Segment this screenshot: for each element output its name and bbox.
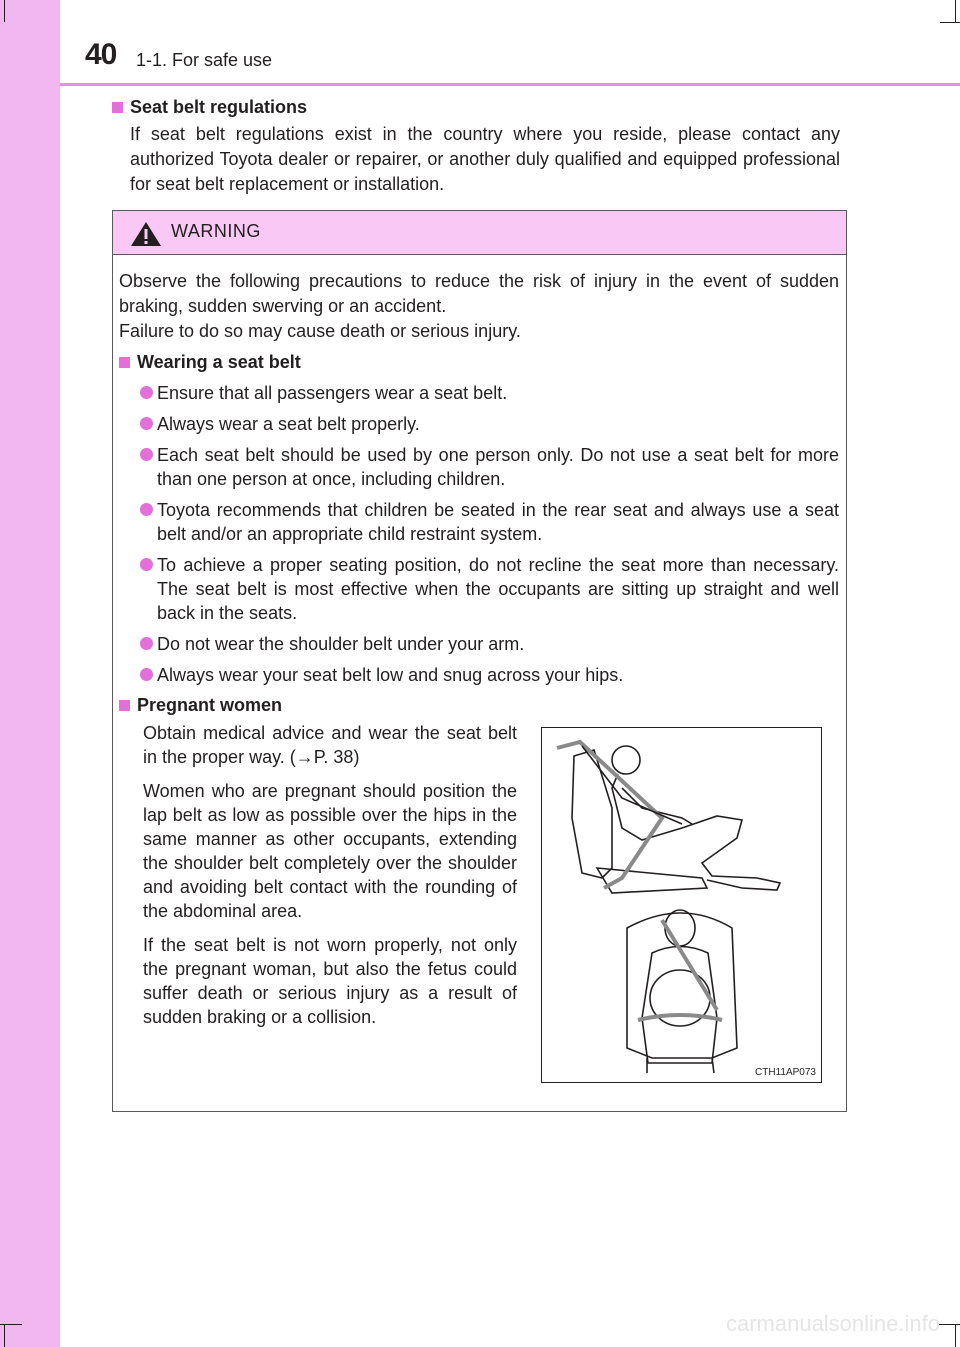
crop-mark (955, 0, 956, 22)
circle-bullet-icon (140, 417, 153, 430)
pregnant-text (143, 721, 517, 1039)
list-item (119, 443, 839, 491)
pregnant-paragraph: Women who are pregnant should position the lap belt as low as possible over the hips in the same manner as other occupants, extending the shoulder belt completely over the shoulder and avoiding belt contact with the rounding of the abdominal area. (143, 781, 517, 921)
warning-triangle-icon (130, 221, 162, 247)
square-bullet-icon (119, 357, 130, 368)
crop-mark (4, 0, 5, 22)
regulations-heading-text: Seat belt regulations (130, 97, 308, 117)
seatbelt-heading (119, 350, 839, 374)
bullet-text: Ensure that all passengers wear a seat belt. (157, 383, 508, 403)
watermark: carmanualsonline.info (725, 1311, 940, 1336)
section-label: 1-1. For safe use (136, 50, 273, 70)
crop-mark (4, 1325, 5, 1347)
circle-bullet-icon (140, 448, 153, 461)
list-item (119, 553, 839, 625)
warning-box (112, 210, 847, 1112)
list-item (119, 632, 839, 656)
list-item (119, 412, 839, 436)
crop-mark (938, 1324, 960, 1325)
seatbelt-bullet-list (119, 381, 839, 687)
warning-intro: Observe the following precautions to reduce the risk of injury in the event of sudden braking, sudden swerving or an accident. (119, 271, 839, 316)
crop-mark (940, 22, 960, 23)
bullet-text: To achieve a proper seating position, do not recline the seat more than necessary. The seat belt is most effective when the occupants are sitting up straight and well back in the seats. (157, 555, 839, 623)
warning-consequence: Failure to do so may cause death or serious injury. (119, 321, 521, 341)
pregnant-heading (119, 693, 839, 717)
square-bullet-icon (119, 700, 130, 711)
seatbelt-heading-text: Wearing a seat belt (137, 352, 301, 372)
page-sidebar-tab (0, 0, 60, 1347)
figure-code: CTH11AP073 (755, 1067, 816, 1078)
bullet-text: Each seat belt should be used by one person only. Do not use a seat belt for more than one person at once, including children. (157, 445, 839, 489)
pregnant-seatbelt-illustration (541, 727, 822, 1083)
crop-mark (955, 1325, 956, 1347)
pregnant-heading-text: Pregnant women (137, 695, 283, 715)
illustration-drawing (542, 728, 821, 1082)
warning-title: WARNING (171, 221, 261, 241)
bullet-text: Toyota recommends that children be seated in the rear seat and always use a seat belt and/or an appropriate child restraint system. (157, 500, 839, 544)
circle-bullet-icon (140, 386, 153, 399)
page-number: 40 (85, 38, 117, 71)
circle-bullet-icon (140, 668, 153, 681)
bullet-text: Always wear a seat belt properly. (157, 414, 420, 434)
circle-bullet-icon (140, 503, 153, 516)
list-item (119, 381, 839, 405)
warning-header (113, 211, 846, 255)
regulations-heading (112, 95, 840, 119)
bullet-text: Always wear your seat belt low and snug across your hips. (157, 665, 624, 685)
list-item (119, 663, 839, 687)
crop-mark (0, 1324, 22, 1325)
circle-bullet-icon (140, 558, 153, 571)
regulations-body: If seat belt regulations exist in the country where you reside, please contact any authorized Toyota dealer or repairer, or another duly qualified and equipped professional for seat belt replacement or installation. (130, 124, 840, 194)
pregnant-paragraph: If the seat belt is not worn properly, not only the pregnant woman, but also the fetus could suffer death or serious injury as a result of sudden braking or a collision. (143, 935, 517, 1027)
regulations-section (112, 95, 840, 197)
warning-body (119, 269, 839, 717)
circle-bullet-icon (140, 637, 153, 650)
pregnant-paragraph: Obtain medical advice and wear the seat belt in the proper way. (→P. 38) (143, 723, 517, 767)
list-item (119, 498, 839, 546)
header-rule (60, 83, 960, 86)
square-bullet-icon (112, 102, 123, 113)
bullet-text: Do not wear the shoulder belt under your arm. (157, 634, 525, 654)
